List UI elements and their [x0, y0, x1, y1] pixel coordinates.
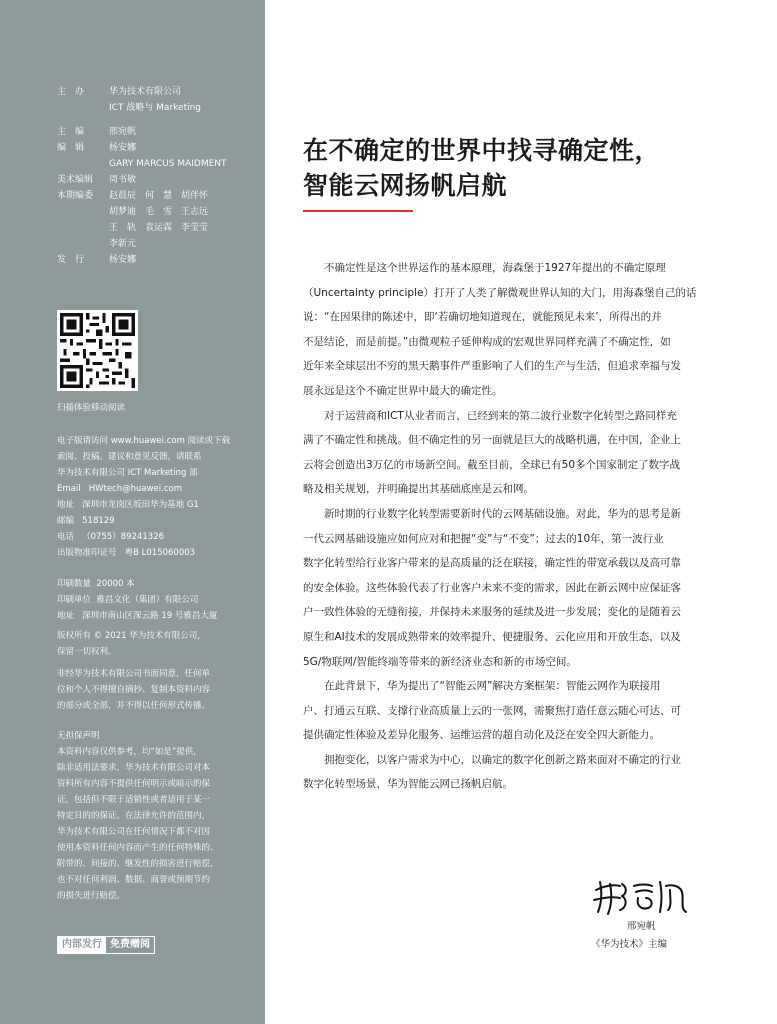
disclaimer-title: 无担保声明	[57, 731, 100, 741]
body-line: 新时期的行业数字化转型需要新时代的云网基础设施。对此，华为的思考是新	[303, 507, 681, 520]
issue-editors-row: 赵晨辰 何 慧 胡伴怀	[109, 191, 209, 201]
body-line: 拥抱变化，以客户需求为中心，以确定的数字化创新之路来面对不确定的行业	[303, 753, 681, 766]
badge-free: 免费赠阅	[110, 939, 150, 950]
issue-editors-row: 李新元	[109, 239, 137, 249]
contact-line: 索阅、投稿、建议和意见反馈，请联系	[57, 452, 202, 462]
art-editor-label: 美术编辑	[57, 175, 94, 185]
phone-value: （0755）89241326	[82, 532, 165, 542]
chief-editor-label: 主 编	[57, 127, 85, 137]
sponsor-label: 主 办	[57, 87, 85, 97]
printer-address-value: 深圳市南山区深云路 19 号雅昌大厦	[82, 611, 218, 621]
postcode-value: 518129	[82, 516, 115, 526]
restriction-block	[57, 666, 210, 714]
copyright-block	[57, 628, 206, 660]
signature-title: 《华为技术》主编	[591, 939, 668, 950]
body-line: 的安全体验。这些体验代表了行业客户未来不变的需求，因此在新云网中应保证客	[303, 581, 681, 594]
print-qty-value: 20000 本	[96, 579, 135, 589]
printer-address-label: 地址	[57, 611, 75, 621]
contact-line: 华为技术有限公司 ICT Marketing 部	[57, 468, 198, 478]
body-line: 数字化转型场景，华为智能云网已扬帆启航。	[303, 778, 513, 791]
email-value[interactable]: HWtech@huawei.com	[88, 484, 183, 494]
badge-internal: 内部发行	[58, 937, 106, 953]
qr-code-graphic	[57, 310, 138, 391]
qr-code[interactable]	[57, 310, 138, 391]
copyright-line: 版权所有 © 2021 华为技术有限公司，	[57, 631, 206, 641]
permit-value: 粤B L015060003	[124, 548, 196, 558]
body-line: （Uncertainty principle）打开了人类了解微观世界认知的大门，用海森堡自己的话	[303, 286, 697, 299]
email-label: Email	[57, 484, 81, 494]
title-line: 智能云网扬帆启航	[303, 171, 508, 200]
restriction-line: 的部分或全部，并不得以任何形式传播。	[57, 701, 211, 711]
distribution-badge	[57, 936, 155, 954]
disclaimer-line: 特定目的的保证。在法律允许的范围内，	[57, 811, 211, 821]
disclaimer-line: 的损失进行赔偿。	[57, 891, 126, 901]
disclaimer-line: 附带的、间接的、继发性的损害进行赔偿，	[57, 859, 219, 869]
sponsor-value: 华为技术有限公司	[109, 87, 182, 97]
body-line: 说：“在因果律的陈述中，即‘若确切地知道现在，就能预见未来’，所得出的并	[303, 311, 662, 324]
body-line: 户一致性体验的无缝衔接，并保持未来服务的延续及进一步发展；变化的是随着云	[303, 606, 681, 619]
body-line: 原生和AI技术的发展成熟带来的效率提升、便捷服务、云化应用和开放生态，以及	[303, 630, 681, 643]
editor-label: 编 辑	[57, 143, 85, 153]
printer-value: 雅昌文化（集团）有限公司	[96, 595, 199, 605]
disclaimer-block	[57, 728, 219, 904]
printing-block	[57, 576, 217, 624]
body-line: 提供确定性体验及差异化服务、运维运营的超自动化及泛在安全四大新能力。	[303, 729, 660, 742]
publisher-label: 发 行	[57, 255, 85, 265]
body-line: 满了不确定性和挑战。但不确定性的另一面就是巨大的战略机遇，在中国，企业上	[303, 434, 681, 447]
issue-editors-row: 胡梦迪 毛 雪 王志远	[109, 207, 209, 217]
restriction-line: 位和个人不得擅自摘抄、复制本资料内容	[57, 685, 211, 695]
body-line: 数字化转型给行业客户带来的是高质量的泛在联接，确定性的带宽承载以及高可靠	[303, 557, 681, 570]
body-line: 户、打通云互联、支撑行业高质量上云的一张网，需聚焦打造任意云随心可达、可	[303, 704, 681, 717]
body-line: 5G/物联网/智能终端等带来的新经济业态和新的市场空间。	[303, 655, 577, 668]
print-qty-label: 印刷数量	[57, 579, 92, 589]
disclaimer-line: 也不对任何利润、数据、商誉或预期节约	[57, 875, 211, 885]
qr-caption: 扫描体验移动阅读	[57, 403, 126, 413]
copyright-line: 保留一切权利。	[57, 647, 117, 657]
chief-editor-value: 邢宛帆	[109, 127, 137, 137]
disclaimer-line: 本资料内容仅供参考，均“如是”提供，	[57, 747, 202, 757]
disclaimer-line: 证，包括但不限于适销性或者适用于某一	[57, 795, 211, 805]
body-line: 略及相关规划，并明确提出其基础底座是云和网。	[303, 483, 534, 496]
contact-line: 电子版请访问 www.huawei.com 阅读或下载	[57, 436, 231, 446]
disclaimer-line: 资料所有内容不提供任何明示或暗示的保	[57, 779, 211, 789]
article-title	[303, 133, 660, 203]
handwritten-signature	[590, 876, 690, 922]
body-line: 一代云网基础设施应如何应对和把握“变”与“不变”；过去的10年，第一波行业	[303, 532, 664, 545]
editors-block	[57, 124, 227, 268]
title-line: 在不确定的世界中找寻确定性，	[303, 136, 661, 165]
body-line: 对于运营商和ICT从业者而言，已经到来的第二波行业数字化转型之路同样充	[303, 409, 677, 422]
postcode-label: 邮编	[57, 516, 75, 526]
restriction-line: 非经华为技术有限公司书面同意，任何单	[57, 669, 211, 679]
issue-editors-row: 王 轨 袁运霖 李莹莹	[109, 223, 209, 233]
title-accent-rule	[303, 210, 413, 212]
editor-value: 杨安娜	[109, 143, 137, 153]
body-line: 不是结论，而是前提。”由微观粒子延伸构成的宏观世界同样充满了不确定性，如	[303, 335, 671, 348]
body-line: 在此背景下，华为提出了“智能云网”解决方案框架：智能云网作为联接用	[303, 680, 661, 693]
article-body	[303, 256, 723, 797]
body-line: 近年来全球层出不穷的黑天鹅事件严重影响了人们的生产与生活，但追求幸福与发	[303, 360, 681, 373]
sponsor-dept: ICT 战略与 Marketing	[109, 103, 202, 113]
disclaimer-line: 使用本资料任何内容而产生的任何特殊的、	[57, 843, 219, 853]
signature-name: 邢宛帆	[627, 921, 656, 932]
permit-label: 出版物准印证号	[57, 548, 117, 558]
signature-graphic	[590, 876, 690, 918]
masthead-sidebar	[0, 0, 265, 1024]
contact-block	[57, 433, 230, 561]
disclaimer-line: 除非适用法要求，华为技术有限公司对本	[57, 763, 211, 773]
phone-label: 电话	[57, 532, 75, 542]
printer-label: 印刷单位	[57, 595, 92, 605]
art-editor-value: 周书敏	[109, 175, 137, 185]
address-label: 地址	[57, 500, 75, 510]
body-line: 展永远是这个不确定世界中最大的确定性。	[303, 384, 503, 397]
sponsor-block	[57, 84, 201, 116]
address-value: 深圳市龙岗区坂田华为基地 G1	[82, 500, 199, 510]
disclaimer-line: 华为技术有限公司在任何情况下都不对因	[57, 827, 211, 837]
body-line: 云将会创造出3万亿的市场新空间。截至目前，全球已有50多个国家制定了数字战	[303, 458, 681, 471]
body-line: 不确定性是这个世界运作的基本原理，海森堡于1927年提出的不确定原理	[303, 262, 666, 274]
editor-value-2: GARY MARCUS MAIDMENT	[109, 159, 227, 169]
publisher-value: 杨安娜	[109, 255, 137, 265]
issue-editors-label: 本期编委	[57, 191, 94, 201]
